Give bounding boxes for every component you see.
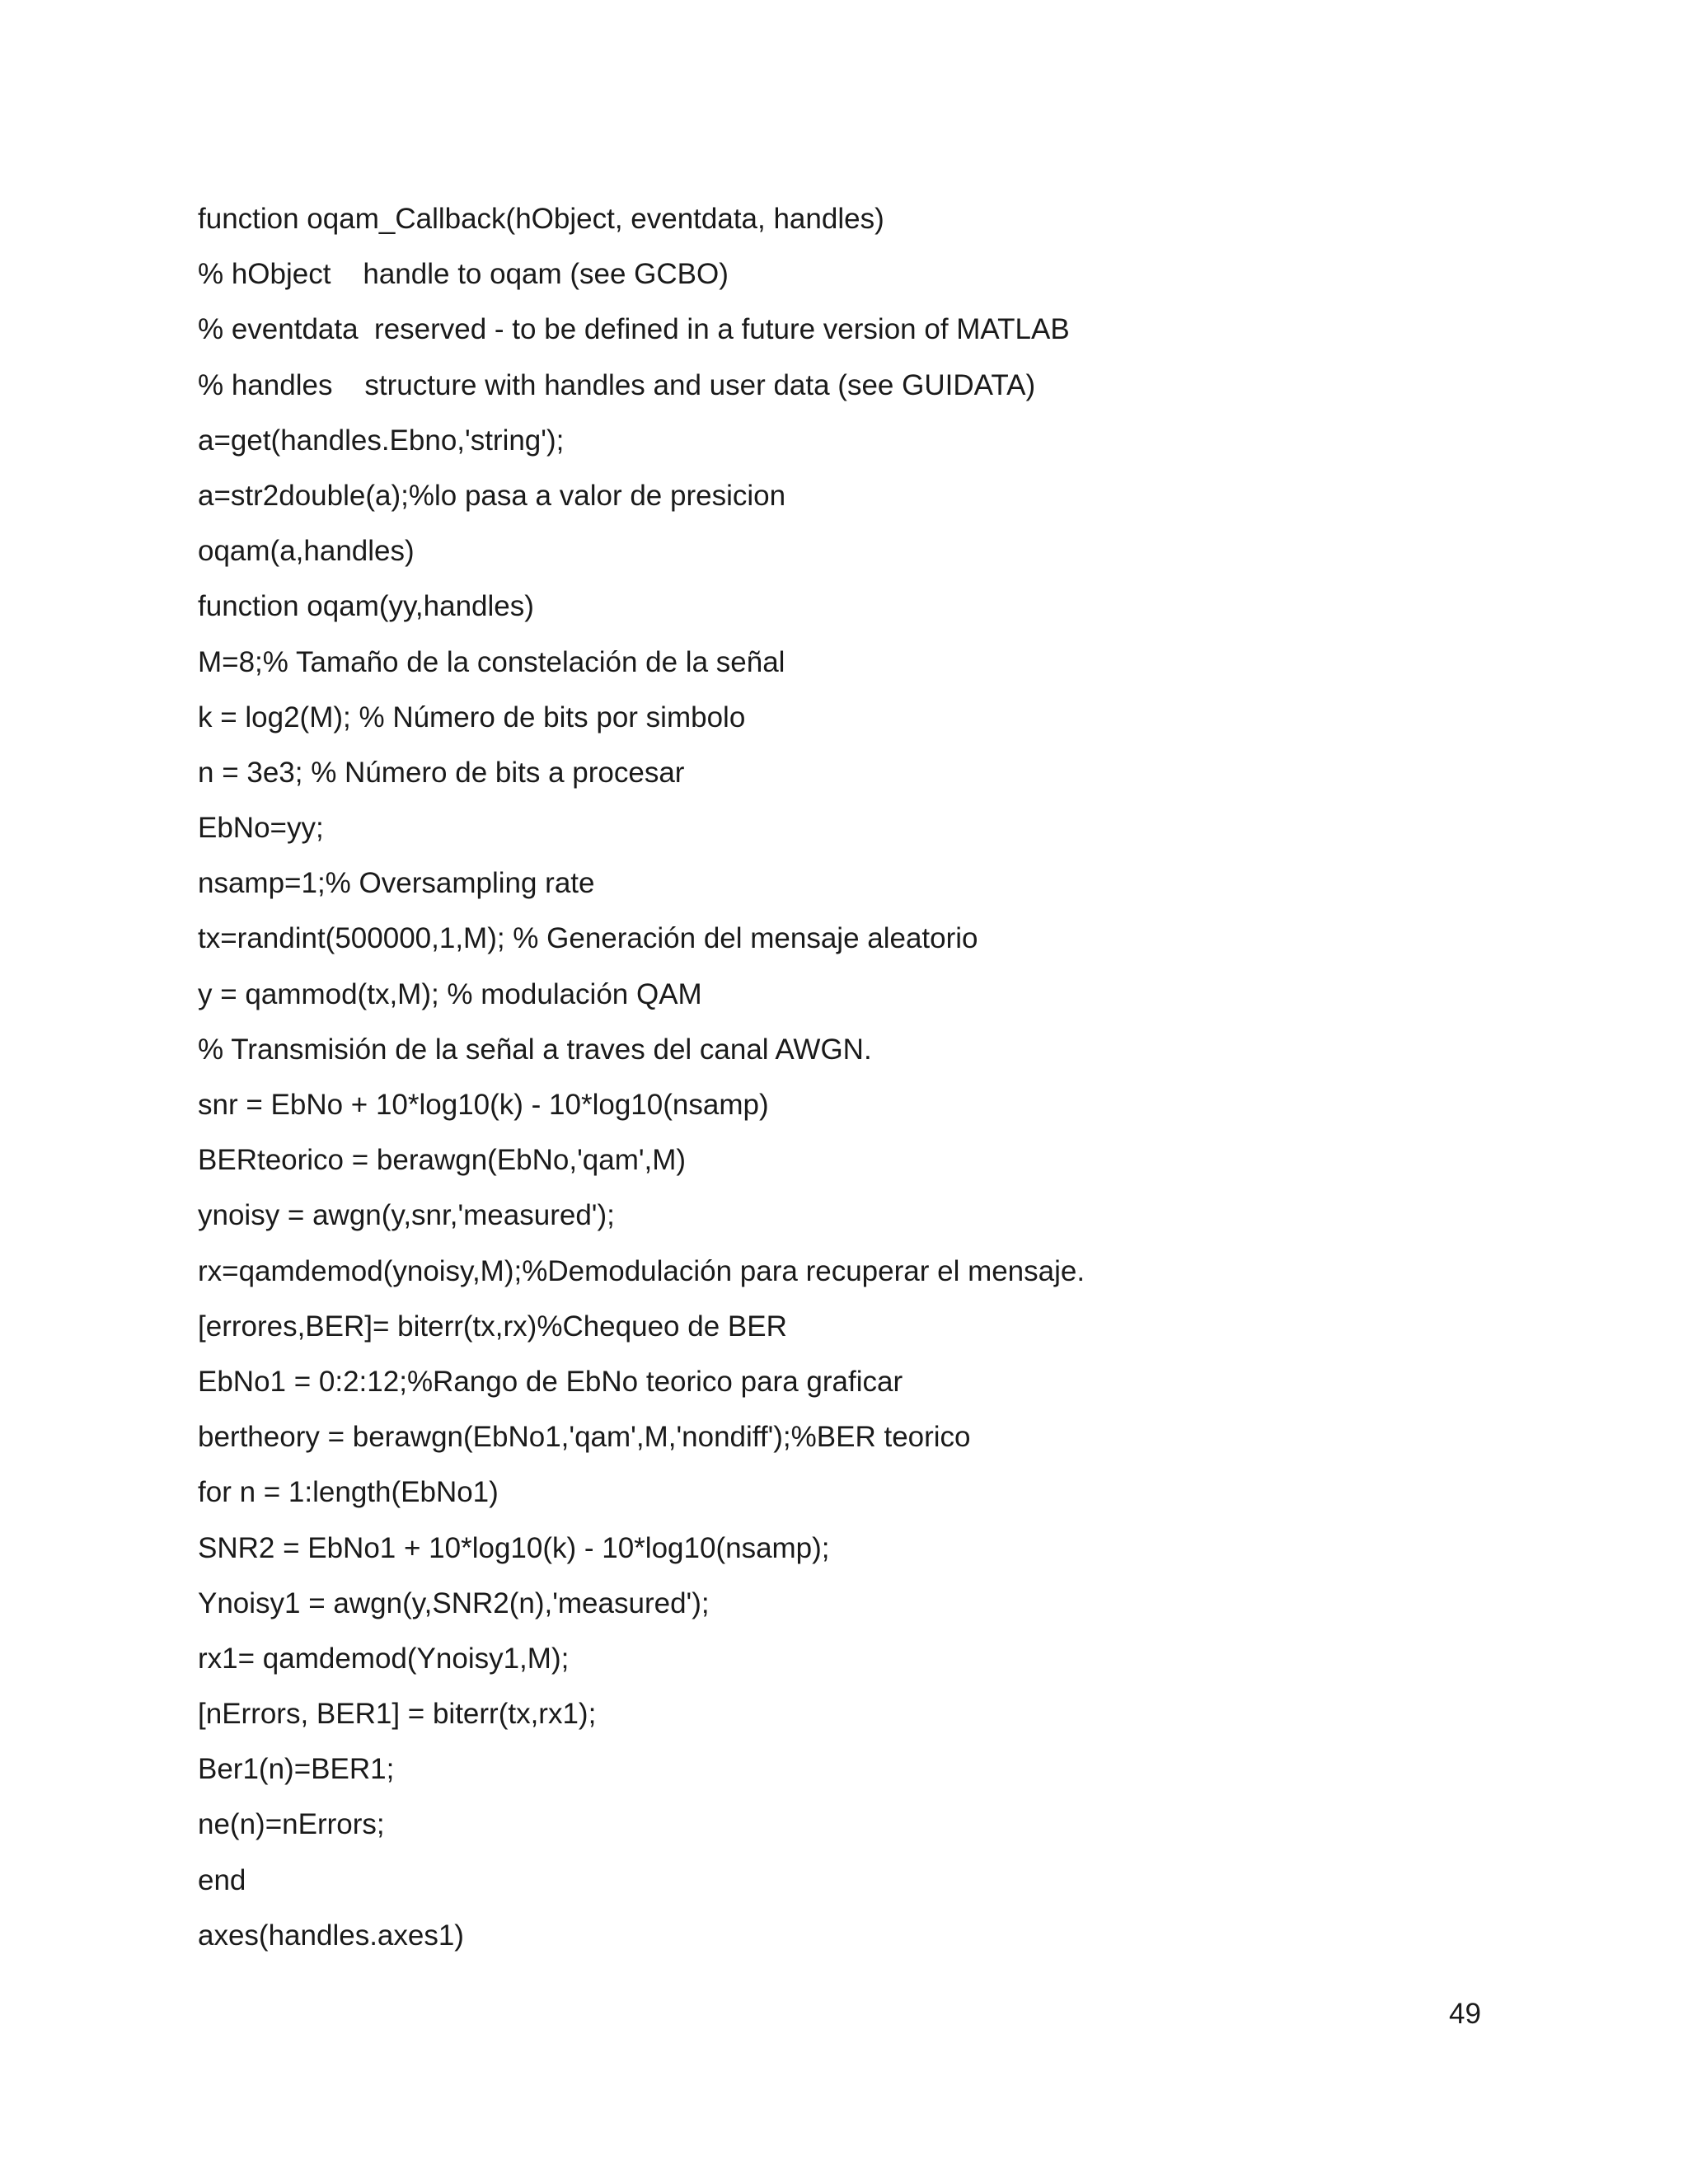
code-line: rx1= qamdemod(Ynoisy1,M); bbox=[198, 1642, 570, 1675]
code-line: BERteorico = berawgn(EbNo,'qam',M) bbox=[198, 1144, 687, 1177]
code-line: a=get(handles.Ebno,'string'); bbox=[198, 424, 565, 457]
code-listing bbox=[198, 191, 1599, 1963]
code-line: [errores,BER]= biterr(tx,rx)%Chequeo de BER bbox=[198, 1310, 787, 1343]
code-line: EbNo1 = 0:2:12;%Rango de EbNo teorico para graficar bbox=[198, 1365, 903, 1398]
code-line: function oqam_Callback(hObject, eventdata, handles) bbox=[198, 203, 884, 235]
code-line: % Transmisión de la señal a traves del canal AWGN. bbox=[198, 1033, 872, 1066]
code-line: ynoisy = awgn(y,snr,'measured'); bbox=[198, 1199, 615, 1232]
code-line: nsamp=1;% Oversampling rate bbox=[198, 867, 595, 900]
code-line: % hObject handle to oqam (see GCBO) bbox=[198, 258, 729, 291]
code-line: EbNo=yy; bbox=[198, 812, 324, 845]
code-line: bertheory = berawgn(EbNo1,'qam',M,'nondiff');%BER teorico bbox=[198, 1421, 971, 1454]
code-line: axes(handles.axes1) bbox=[198, 1919, 464, 1952]
code-line: Ber1(n)=BER1; bbox=[198, 1753, 395, 1786]
code-line: n = 3e3; % Número de bits a procesar bbox=[198, 756, 685, 789]
code-line: SNR2 = EbNo1 + 10*log10(k) - 10*log10(nsamp); bbox=[198, 1531, 830, 1564]
code-line: y = qammod(tx,M); % modulación QAM bbox=[198, 977, 702, 1010]
code-line: rx=qamdemod(ynoisy,M);%Demodulación para recuperar el mensaje. bbox=[198, 1254, 1085, 1287]
code-line: M=8;% Tamaño de la constelación de la señal bbox=[198, 645, 785, 678]
code-line: end bbox=[198, 1863, 246, 1896]
code-line: snr = EbNo + 10*log10(k) - 10*log10(nsamp) bbox=[198, 1089, 769, 1121]
code-line: % eventdata reserved - to be defined in a future version of MATLAB bbox=[198, 313, 1070, 346]
code-line: Ynoisy1 = awgn(y,SNR2(n),'measured'); bbox=[198, 1586, 710, 1619]
code-line: ne(n)=nErrors; bbox=[198, 1808, 385, 1841]
code-line: for n = 1:length(EbNo1) bbox=[198, 1476, 499, 1509]
code-line: oqam(a,handles) bbox=[198, 535, 415, 568]
page-number: 49 bbox=[1449, 1998, 1481, 2030]
code-line: k = log2(M); % Número de bits por simbolo bbox=[198, 701, 746, 733]
code-line: [nErrors, BER1] = biterr(tx,rx1); bbox=[198, 1698, 597, 1731]
code-line: tx=randint(500000,1,M); % Generación del mensaje aleatorio bbox=[198, 922, 978, 955]
code-line: % handles structure with handles and user data (see GUIDATA) bbox=[198, 368, 1036, 401]
code-line: function oqam(yy,handles) bbox=[198, 590, 534, 623]
code-line: a=str2double(a);%lo pasa a valor de presicion bbox=[198, 479, 786, 512]
